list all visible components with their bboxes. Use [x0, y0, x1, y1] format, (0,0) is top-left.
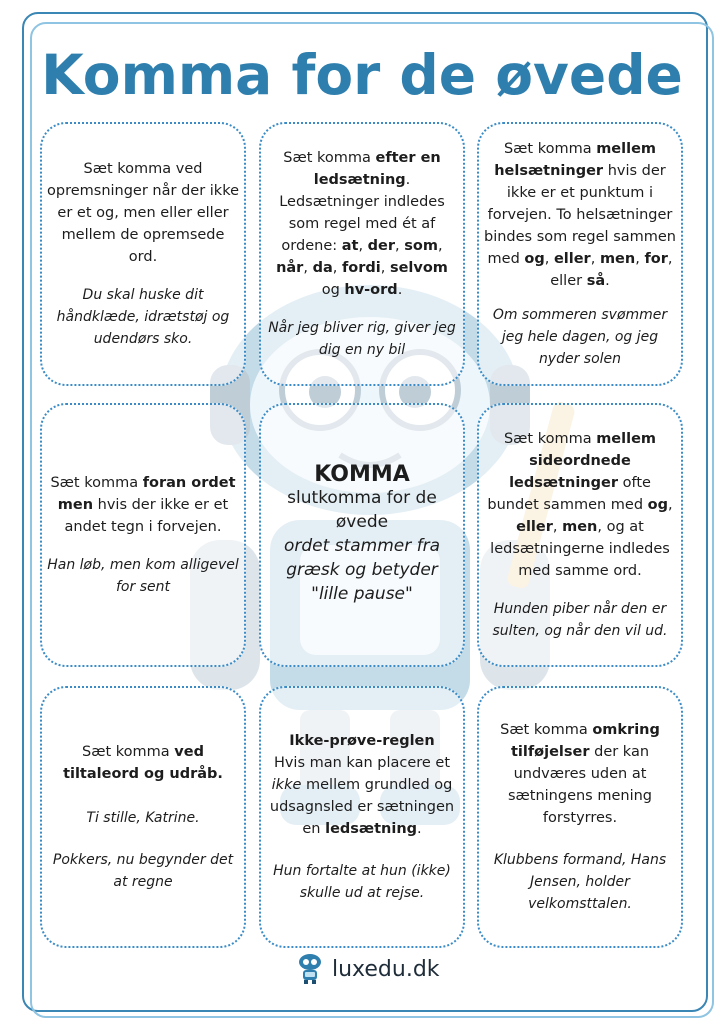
card-ikke-proeve	[259, 686, 465, 948]
example-text: Når jeg bliver rig, giver jeg dig en ny bil	[268, 320, 456, 358]
rule-text: Sæt komma efter en ledsætning. Ledsætninger indledes som regel med ét af ordene: at, der, som, når, da, fordi, selvom og hv-ord.	[276, 150, 448, 298]
rule-text: Sæt komma mellem helsætninger hvis der ikke er et punktum i forvejen. To helsætninger bindes som regel sammen med og, eller, men, for, eller så.	[484, 141, 676, 289]
footer-brand	[296, 953, 440, 985]
page-title: Komma for de øvede	[41, 43, 683, 107]
rule-text: Hvis man kan placere et ikke mellem grundled og udsagnsled er sætningen en ledsætning.	[269, 755, 455, 837]
example-text: Om sommeren svømmer jeg hele dagen, og jeg nyder solen	[492, 307, 668, 367]
brand-text: luxedu.dk	[332, 956, 440, 982]
card-ledsaetning	[259, 122, 465, 386]
example-text-2: Pokkers, nu begynder det at regne	[52, 852, 234, 890]
card-men	[40, 403, 246, 667]
example-text: Hun fortalte at hun (ikke) skulle ud at rejse.	[273, 863, 451, 901]
card-tilfoejelser	[477, 686, 683, 948]
rule-text: Sæt komma ved tiltaleord og udråb.	[63, 744, 223, 782]
rule-text: Sæt komma foran ordet men hvis der ikke er et andet tegn i forvejen.	[50, 475, 236, 535]
center-subtitle: slutkomma for de øvede	[287, 488, 437, 532]
rule-text: Sæt komma mellem sideordnede ledsætninger ofte bundet sammen med og, eller, men, og at ledsætningerne indledes med samme ord.	[487, 431, 673, 579]
card-sideordnede	[477, 403, 683, 667]
center-etymology: ordet stammer fra græsk og betyder "lille pause"	[283, 536, 440, 604]
card-helsaetninger	[477, 122, 683, 386]
card-opremsning	[40, 122, 246, 386]
example-text: Han løb, men kom alligevel for sent	[47, 557, 239, 595]
rule-text: Sæt komma ved opremsninger når der ikke er et og, men eller eller mellem de opremsede ord.	[47, 161, 239, 265]
example-text: Ti stille, Katrine.	[86, 810, 200, 826]
rule-text: Sæt komma omkring tilføjelser der kan undværes uden at sætningens mening forstyrres.	[500, 722, 660, 826]
rule-heading: Ikke-prøve-reglen	[289, 733, 435, 749]
example-text: Klubbens formand, Hans Jensen, holder velkomsttalen.	[493, 852, 667, 912]
example-text: Hunden piber når den er sulten, og når den vil ud.	[492, 601, 668, 639]
card-tiltaleord	[40, 686, 246, 948]
robot-logo-icon	[296, 953, 324, 985]
center-heading: KOMMA	[314, 462, 410, 487]
example-text: Du skal huske dit håndklæde, idrætstøj og udendørs sko.	[56, 287, 230, 347]
card-center-komma	[259, 403, 465, 667]
